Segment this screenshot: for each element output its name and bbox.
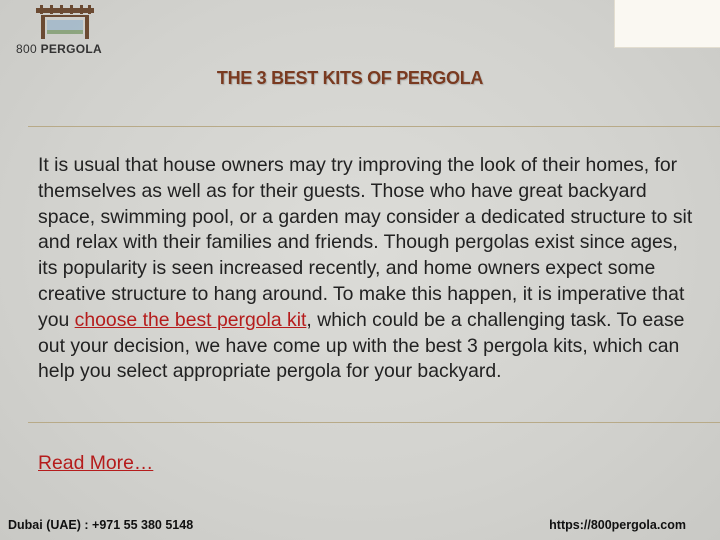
page-title: THE 3 BEST KITS OF PERGOLA — [216, 68, 484, 88]
logo-text — [16, 42, 102, 56]
company-logo[interactable] — [16, 4, 116, 62]
body-text-after-link: , which could be a challenging task. To ease out your decision, we have come up with the best 3 pergola kits, which can help you select appropriate pergola for your backyard. — [38, 308, 685, 383]
read-more-link[interactable]: Read More… — [38, 452, 154, 474]
logo-number: 800 — [16, 42, 37, 56]
pergola-logo-icon — [34, 4, 96, 40]
bottom-divider — [28, 422, 720, 423]
top-divider — [28, 126, 720, 127]
choose-pergola-kit-link[interactable]: choose the best pergola kit — [74, 308, 307, 331]
corner-decoration — [614, 0, 720, 48]
body-paragraph — [38, 153, 698, 385]
body-text-before-link: It is usual that house owners may try improving the look of their homes, for themselves as well as for their guests. Those who have great backyard space, swimming pool, or a garden may consider a dedicated structure to sit and relax with their families and friends. Though pergolas exist since ages, its popularity is seen increased recently, and home owners expect some creative structure to hang around. To make this happen, it is imperative that you — [38, 154, 693, 331]
footer-contact: Dubai (UAE) : +971 55 380 5148 — [8, 518, 194, 532]
footer-website[interactable]: https://800pergola.com — [549, 518, 686, 532]
logo-name: PERGOLA — [40, 42, 103, 56]
